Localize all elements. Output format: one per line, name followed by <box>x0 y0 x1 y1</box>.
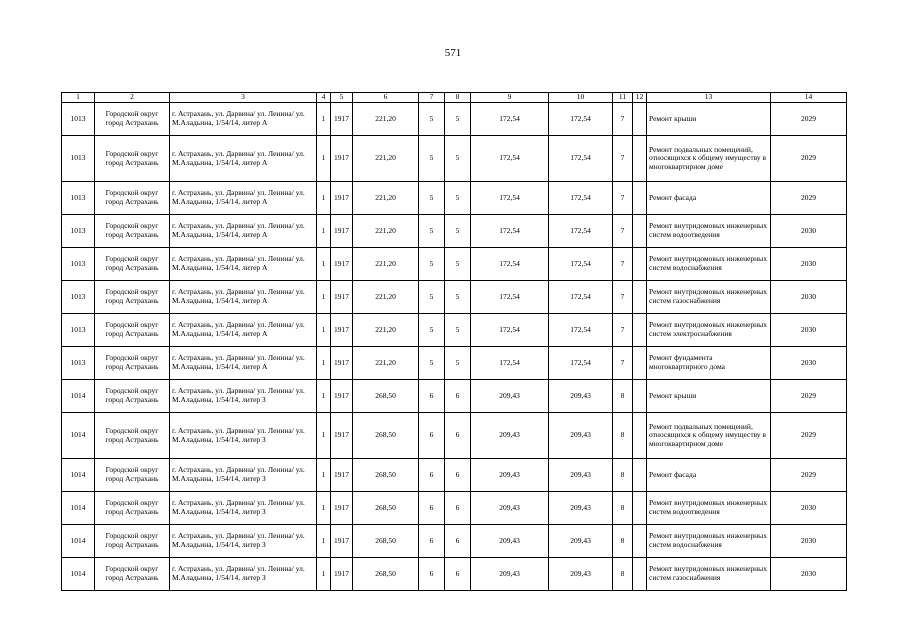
municipality-cell: Городской округ город Астрахань <box>95 413 170 459</box>
col-12-cell <box>633 413 647 459</box>
table-row <box>62 558 847 591</box>
col-4-cell: 1 <box>317 413 331 459</box>
col-4-cell: 1 <box>317 136 331 182</box>
column-header: 4 <box>317 93 331 103</box>
address-cell: г. Астрахань, ул. Дарвина/ ул. Ленина/ ул. М.Аладьина, 1/54/14, литер А <box>170 103 317 136</box>
col-11-cell: 7 <box>613 281 633 314</box>
municipality-cell: Городской округ город Астрахань <box>95 182 170 215</box>
year-built-cell: 1917 <box>331 215 353 248</box>
municipality-cell: Городской округ город Астрахань <box>95 525 170 558</box>
address-cell: г. Астрахань, ул. Дарвина/ ул. Ленина/ ул. М.Аладьина, 1/54/14, литер З <box>170 525 317 558</box>
municipality-cell: Городской округ город Астрахань <box>95 281 170 314</box>
col-11-cell: 7 <box>613 182 633 215</box>
col-4-cell: 1 <box>317 103 331 136</box>
area-cell: 221,20 <box>353 182 419 215</box>
col-4-cell: 1 <box>317 215 331 248</box>
col-12-cell <box>633 314 647 347</box>
col-8-cell: 6 <box>445 380 471 413</box>
col-9-cell: 172,54 <box>471 136 549 182</box>
col-4-cell: 1 <box>317 380 331 413</box>
year-built-cell: 1917 <box>331 347 353 380</box>
table-row <box>62 281 847 314</box>
year-built-cell: 1917 <box>331 281 353 314</box>
year-built-cell: 1917 <box>331 248 353 281</box>
col-9-cell: 172,54 <box>471 182 549 215</box>
work-type-cell: Ремонт подвальных помещений, относящихся к общему имуществу в многоквартирном доме <box>647 413 771 459</box>
col-7-cell: 6 <box>419 380 445 413</box>
year-built-cell: 1917 <box>331 103 353 136</box>
year-built-cell: 1917 <box>331 525 353 558</box>
address-cell: г. Астрахань, ул. Дарвина/ ул. Ленина/ ул. М.Аладьина, 1/54/14, литер А <box>170 248 317 281</box>
col-7-cell: 5 <box>419 136 445 182</box>
column-header: 8 <box>445 93 471 103</box>
col-12-cell <box>633 492 647 525</box>
municipality-cell: Городской округ город Астрахань <box>95 103 170 136</box>
year-built-cell: 1917 <box>331 182 353 215</box>
col-12-cell <box>633 558 647 591</box>
col-8-cell: 5 <box>445 182 471 215</box>
municipality-cell: Городской округ город Астрахань <box>95 215 170 248</box>
column-header: 13 <box>647 93 771 103</box>
row-id-cell: 1013 <box>62 103 95 136</box>
col-11-cell: 8 <box>613 525 633 558</box>
planned-year-cell: 2029 <box>771 413 847 459</box>
col-10-cell: 209,43 <box>549 492 613 525</box>
address-cell: г. Астрахань, ул. Дарвина/ ул. Ленина/ ул. М.Аладьина, 1/54/14, литер З <box>170 558 317 591</box>
row-id-cell: 1013 <box>62 136 95 182</box>
col-8-cell: 5 <box>445 281 471 314</box>
column-header: 7 <box>419 93 445 103</box>
planned-year-cell: 2030 <box>771 525 847 558</box>
table-row <box>62 380 847 413</box>
address-cell: г. Астрахань, ул. Дарвина/ ул. Ленина/ ул. М.Аладьина, 1/54/14, литер А <box>170 314 317 347</box>
row-id-cell: 1014 <box>62 380 95 413</box>
address-cell: г. Астрахань, ул. Дарвина/ ул. Ленина/ ул. М.Аладьина, 1/54/14, литер З <box>170 413 317 459</box>
col-7-cell: 5 <box>419 182 445 215</box>
planned-year-cell: 2029 <box>771 459 847 492</box>
column-header: 5 <box>331 93 353 103</box>
address-cell: г. Астрахань, ул. Дарвина/ ул. Ленина/ ул. М.Аладьина, 1/54/14, литер А <box>170 215 317 248</box>
work-type-cell: Ремонт внутридомовых инженерных систем водоотведения <box>647 215 771 248</box>
municipality-cell: Городской округ город Астрахань <box>95 380 170 413</box>
planned-year-cell: 2030 <box>771 347 847 380</box>
area-cell: 268,50 <box>353 413 419 459</box>
planned-year-cell: 2030 <box>771 558 847 591</box>
col-10-cell: 209,43 <box>549 525 613 558</box>
year-built-cell: 1917 <box>331 558 353 591</box>
col-10-cell: 209,43 <box>549 558 613 591</box>
col-12-cell <box>633 136 647 182</box>
col-9-cell: 209,43 <box>471 413 549 459</box>
work-type-cell: Ремонт внутридомовых инженерных систем электроснабжения <box>647 314 771 347</box>
work-type-cell: Ремонт крыши <box>647 103 771 136</box>
municipality-cell: Городской округ город Астрахань <box>95 314 170 347</box>
row-id-cell: 1014 <box>62 492 95 525</box>
row-id-cell: 1014 <box>62 558 95 591</box>
col-12-cell <box>633 281 647 314</box>
col-11-cell: 7 <box>613 136 633 182</box>
col-9-cell: 172,54 <box>471 281 549 314</box>
table-row <box>62 182 847 215</box>
col-12-cell <box>633 103 647 136</box>
year-built-cell: 1917 <box>331 413 353 459</box>
col-8-cell: 6 <box>445 413 471 459</box>
col-7-cell: 6 <box>419 459 445 492</box>
area-cell: 221,20 <box>353 215 419 248</box>
planned-year-cell: 2030 <box>771 215 847 248</box>
address-cell: г. Астрахань, ул. Дарвина/ ул. Ленина/ ул. М.Аладьина, 1/54/14, литер А <box>170 136 317 182</box>
col-8-cell: 5 <box>445 347 471 380</box>
planned-year-cell: 2030 <box>771 314 847 347</box>
municipality-cell: Городской округ город Астрахань <box>95 492 170 525</box>
column-header: 6 <box>353 93 419 103</box>
col-8-cell: 5 <box>445 103 471 136</box>
column-header: 10 <box>549 93 613 103</box>
row-id-cell: 1013 <box>62 215 95 248</box>
column-header: 14 <box>771 93 847 103</box>
work-type-cell: Ремонт внутридомовых инженерных систем газоснабжения <box>647 281 771 314</box>
area-cell: 221,20 <box>353 314 419 347</box>
column-header: 3 <box>170 93 317 103</box>
municipality-cell: Городской округ город Астрахань <box>95 459 170 492</box>
col-10-cell: 172,54 <box>549 248 613 281</box>
col-10-cell: 172,54 <box>549 347 613 380</box>
table-row <box>62 103 847 136</box>
row-id-cell: 1013 <box>62 314 95 347</box>
col-7-cell: 6 <box>419 525 445 558</box>
column-header: 9 <box>471 93 549 103</box>
col-10-cell: 172,54 <box>549 103 613 136</box>
area-cell: 221,20 <box>353 347 419 380</box>
work-type-cell: Ремонт подвальных помещений, относящихся к общему имуществу в многоквартирном доме <box>647 136 771 182</box>
address-cell: г. Астрахань, ул. Дарвина/ ул. Ленина/ ул. М.Аладьина, 1/54/14, литер А <box>170 347 317 380</box>
table-row <box>62 248 847 281</box>
work-type-cell: Ремонт внутридомовых инженерных систем газоснабжения <box>647 558 771 591</box>
col-11-cell: 8 <box>613 558 633 591</box>
area-cell: 268,50 <box>353 525 419 558</box>
col-9-cell: 209,43 <box>471 525 549 558</box>
table-row <box>62 136 847 182</box>
col-8-cell: 6 <box>445 492 471 525</box>
col-8-cell: 6 <box>445 558 471 591</box>
address-cell: г. Астрахань, ул. Дарвина/ ул. Ленина/ ул. М.Аладьина, 1/54/14, литер З <box>170 492 317 525</box>
planned-year-cell: 2030 <box>771 248 847 281</box>
planned-year-cell: 2030 <box>771 281 847 314</box>
column-header: 2 <box>95 93 170 103</box>
col-12-cell <box>633 459 647 492</box>
work-type-cell: Ремонт внутридомовых инженерных систем водоотведения <box>647 492 771 525</box>
col-4-cell: 1 <box>317 459 331 492</box>
row-id-cell: 1013 <box>62 281 95 314</box>
address-cell: г. Астрахань, ул. Дарвина/ ул. Ленина/ ул. М.Аладьина, 1/54/14, литер А <box>170 281 317 314</box>
area-cell: 221,20 <box>353 281 419 314</box>
col-9-cell: 172,54 <box>471 314 549 347</box>
municipality-cell: Городской округ город Астрахань <box>95 347 170 380</box>
year-built-cell: 1917 <box>331 492 353 525</box>
address-cell: г. Астрахань, ул. Дарвина/ ул. Ленина/ ул. М.Аладьина, 1/54/14, литер З <box>170 459 317 492</box>
col-4-cell: 1 <box>317 314 331 347</box>
table-row <box>62 459 847 492</box>
col-7-cell: 5 <box>419 347 445 380</box>
col-11-cell: 7 <box>613 103 633 136</box>
column-header: 11 <box>613 93 633 103</box>
work-type-cell: Ремонт фундамента многоквартирного дома <box>647 347 771 380</box>
col-11-cell: 8 <box>613 492 633 525</box>
row-id-cell: 1014 <box>62 413 95 459</box>
planned-year-cell: 2029 <box>771 103 847 136</box>
col-10-cell: 209,43 <box>549 413 613 459</box>
col-7-cell: 5 <box>419 215 445 248</box>
col-11-cell: 7 <box>613 314 633 347</box>
col-7-cell: 6 <box>419 413 445 459</box>
col-4-cell: 1 <box>317 281 331 314</box>
col-8-cell: 6 <box>445 525 471 558</box>
area-cell: 221,20 <box>353 248 419 281</box>
col-10-cell: 172,54 <box>549 314 613 347</box>
area-cell: 221,20 <box>353 136 419 182</box>
col-7-cell: 5 <box>419 314 445 347</box>
col-12-cell <box>633 182 647 215</box>
work-type-cell: Ремонт фасада <box>647 459 771 492</box>
col-7-cell: 5 <box>419 103 445 136</box>
table-row <box>62 215 847 248</box>
row-id-cell: 1014 <box>62 525 95 558</box>
col-11-cell: 8 <box>613 459 633 492</box>
table-row <box>62 314 847 347</box>
col-4-cell: 1 <box>317 558 331 591</box>
col-10-cell: 209,43 <box>549 459 613 492</box>
planned-year-cell: 2029 <box>771 136 847 182</box>
repair-schedule-table <box>61 92 847 591</box>
year-built-cell: 1917 <box>331 380 353 413</box>
col-12-cell <box>633 525 647 558</box>
row-id-cell: 1014 <box>62 459 95 492</box>
col-7-cell: 5 <box>419 248 445 281</box>
col-7-cell: 6 <box>419 492 445 525</box>
col-7-cell: 6 <box>419 558 445 591</box>
col-10-cell: 209,43 <box>549 380 613 413</box>
year-built-cell: 1917 <box>331 314 353 347</box>
col-9-cell: 172,54 <box>471 103 549 136</box>
table-row <box>62 492 847 525</box>
planned-year-cell: 2029 <box>771 380 847 413</box>
col-10-cell: 172,54 <box>549 215 613 248</box>
area-cell: 221,20 <box>353 103 419 136</box>
column-header: 12 <box>633 93 647 103</box>
col-8-cell: 5 <box>445 136 471 182</box>
col-4-cell: 1 <box>317 182 331 215</box>
col-8-cell: 5 <box>445 248 471 281</box>
col-9-cell: 172,54 <box>471 248 549 281</box>
col-9-cell: 209,43 <box>471 558 549 591</box>
address-cell: г. Астрахань, ул. Дарвина/ ул. Ленина/ ул. М.Аладьина, 1/54/14, литер З <box>170 380 317 413</box>
year-built-cell: 1917 <box>331 459 353 492</box>
area-cell: 268,50 <box>353 492 419 525</box>
col-11-cell: 7 <box>613 215 633 248</box>
col-11-cell: 8 <box>613 380 633 413</box>
col-8-cell: 6 <box>445 459 471 492</box>
col-9-cell: 209,43 <box>471 459 549 492</box>
col-10-cell: 172,54 <box>549 182 613 215</box>
col-11-cell: 8 <box>613 413 633 459</box>
table-header-row <box>62 93 847 103</box>
col-12-cell <box>633 215 647 248</box>
table-row <box>62 413 847 459</box>
area-cell: 268,50 <box>353 380 419 413</box>
col-9-cell: 209,43 <box>471 492 549 525</box>
municipality-cell: Городской округ город Астрахань <box>95 136 170 182</box>
municipality-cell: Городской округ город Астрахань <box>95 248 170 281</box>
col-4-cell: 1 <box>317 248 331 281</box>
year-built-cell: 1917 <box>331 136 353 182</box>
col-10-cell: 172,54 <box>549 136 613 182</box>
table-row <box>62 525 847 558</box>
work-type-cell: Ремонт крыши <box>647 380 771 413</box>
col-4-cell: 1 <box>317 347 331 380</box>
area-cell: 268,50 <box>353 558 419 591</box>
work-type-cell: Ремонт внутридомовых инженерных систем водоснабжения <box>647 248 771 281</box>
row-id-cell: 1013 <box>62 347 95 380</box>
col-9-cell: 209,43 <box>471 380 549 413</box>
table-row <box>62 347 847 380</box>
col-11-cell: 7 <box>613 248 633 281</box>
col-4-cell: 1 <box>317 492 331 525</box>
row-id-cell: 1013 <box>62 182 95 215</box>
col-12-cell <box>633 347 647 380</box>
page-number: 571 <box>444 47 462 59</box>
col-11-cell: 7 <box>613 347 633 380</box>
col-12-cell <box>633 380 647 413</box>
work-type-cell: Ремонт фасада <box>647 182 771 215</box>
planned-year-cell: 2029 <box>771 182 847 215</box>
col-4-cell: 1 <box>317 525 331 558</box>
col-9-cell: 172,54 <box>471 347 549 380</box>
work-type-cell: Ремонт внутридомовых инженерных систем водоснабжения <box>647 525 771 558</box>
planned-year-cell: 2030 <box>771 492 847 525</box>
col-9-cell: 172,54 <box>471 215 549 248</box>
col-7-cell: 5 <box>419 281 445 314</box>
area-cell: 268,50 <box>353 459 419 492</box>
address-cell: г. Астрахань, ул. Дарвина/ ул. Ленина/ ул. М.Аладьина, 1/54/14, литер А <box>170 182 317 215</box>
col-8-cell: 5 <box>445 215 471 248</box>
col-12-cell <box>633 248 647 281</box>
column-header: 1 <box>62 93 95 103</box>
municipality-cell: Городской округ город Астрахань <box>95 558 170 591</box>
col-8-cell: 5 <box>445 314 471 347</box>
row-id-cell: 1013 <box>62 248 95 281</box>
col-10-cell: 172,54 <box>549 281 613 314</box>
